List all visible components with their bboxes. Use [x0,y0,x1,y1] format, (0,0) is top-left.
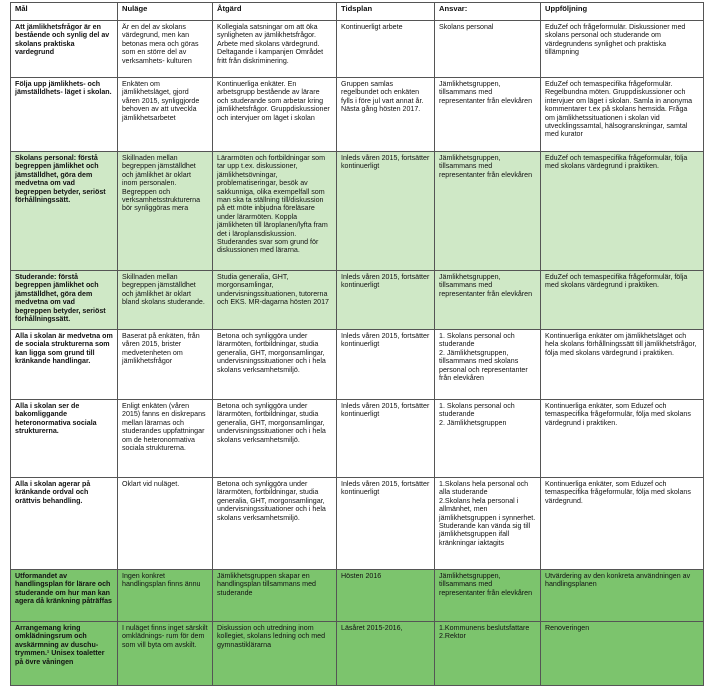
current-state-cell: Enligt enkäten (våren 2015) fanns en diskrepans mellan lärarnas och studerandes uppfattningar om de heteronormativa sociala strukturerna. [118,400,213,478]
responsibility-cell: Jämlikhetsgruppen, tillsammans med representanter från elevkåren [435,152,541,271]
table-row [11,152,704,271]
action-plan-table [10,2,704,686]
action-cell: Lärarmöten och fortbildningar som tar upp t.ex. diskussioner, jämlikhetsövningar, problematiseringar, besök av sakkunniga, olika exempelfall som man ska ta ställning till/diskussion på ett möte inbjudna föreläsare under lärarmöten. Koppla jämlikheten till läroplanen/lyfta fram det i läroplansdiskussion. Studerandes svar som grund för diskussionen med lärarna. [213,152,337,271]
follow-up-cell: EduZef och temaspecifika frågeformulär. Regelbundna möten. Gruppdiskussioner och intervjuer om läget i skolan. Samla in anonyma kommentarer t.ex på skolans hemsida. Fråga om jämlikhetssituationen i skolan vid utvecklingssamtal, hälsogranskningar, samtal med kurator [541,78,704,152]
responsibility-cell: 1.Kommunens beslutsfattare 2.Rektor [435,622,541,686]
header-row [11,3,704,21]
follow-up-cell: Utvärdering av den konkreta användningen av handlingsplanen [541,570,704,622]
goal-cell: Utformandet av handlingsplan för lärare och studerande om hur man kan agera då kränkning påträffas [11,570,118,622]
table-row [11,330,704,400]
table-row [11,400,704,478]
goal-cell: Följa upp jämlikhets- och jämställdhets- läget i skolan. [11,78,118,152]
table-row [11,478,704,570]
table-row [11,78,704,152]
responsibility-cell: Skolans personal [435,21,541,78]
goal-cell: Studerande: förstå begreppen jämlikhet och jämställdhet, göra dem medvetna om vad begreppen betyder, seriöst förhållningssätt. [11,271,118,330]
header-current-state: Nuläge [118,3,213,21]
action-cell: Betona och synliggöra under lärarmöten, fortbildningar, studia generalia, GHT, morgonsamlingar, undervisningssituationer och i hela skolans verksamhetsmiljö. [213,330,337,400]
header-follow-up: Uppföljning [541,3,704,21]
schedule-cell: Inleds våren 2015, fortsätter kontinuerligt [337,478,435,570]
action-cell: Kollegiala satsningar om att öka synligheten av jämlikhetsfrågor. Arbete med skolans värdegrund. Deltagande i kampanjen Området fritt från diskriminering. [213,21,337,78]
responsibility-cell: 1.Skolans hela personal och alla studerande 2.Skolans hela personal i allmänhet, men jämlikhetsgruppen i synnerhet. Studerande kan vända sig till jämlikhetsgruppen ifall kränkningar iaktagits [435,478,541,570]
follow-up-cell: Kontinuerliga enkäter, som Eduzef och temaspecifika frågeformulär, följa med skolans värdegrund. [541,478,704,570]
goal-cell: Alla i skolan agerar på kränkande ordval och orättvis behandling. [11,478,118,570]
schedule-cell: Inleds våren 2015, fortsätter kontinuerligt [337,330,435,400]
goal-cell: Att jämlikhetsfrågor är en bestående och synlig del av skolans praktiska vardegrund [11,21,118,78]
goal-cell: Alla i skolan ser de bakomliggande heteronormativa sociala strukturerna. [11,400,118,478]
action-cell: Diskussion och utredning inom kollegiet, skolans ledning och med gymnastiklärarna [213,622,337,686]
current-state-cell: I nuläget finns inget särskilt omklädnings- rum för dem som vill byta om avskilt. [118,622,213,686]
schedule-cell: Kontinuerligt arbete [337,21,435,78]
schedule-cell: Inleds våren 2015, fortsätter kontinuerligt [337,271,435,330]
schedule-cell: Inleds våren 2015, fortsätter kontinuerligt [337,152,435,271]
table-row [11,570,704,622]
responsibility-cell: Jämlikhetsgruppen, tillsammans med representanter från elevkåren [435,570,541,622]
follow-up-cell: Kontinuerliga enkäter om jämlikhetsläget och hela skolans förhållningssätt till jämlikhetsfrågor, följa med skolans värdegrund i praktiken. [541,330,704,400]
goal-cell: Alla i skolan är medvetna om de sociala strukturerna som kan ligga som grund till kränkande handlingar. [11,330,118,400]
schedule-cell: Gruppen samlas regelbundet och enkäten fylls i före jul vart annat år. Nästa gång hösten 2017. [337,78,435,152]
follow-up-cell: EduZef och temaspecifika frågeformulär, följa med skolans värdegrund i praktiken. [541,271,704,330]
follow-up-cell: EduZef och temaspecifika frågeformulär, följa med skolans värdegrund i praktiken. [541,152,704,271]
header-responsibility: Ansvar: [435,3,541,21]
schedule-cell: Läsåret 2015-2016, [337,622,435,686]
schedule-cell: Hösten 2016 [337,570,435,622]
follow-up-cell: Kontinuerliga enkäter, som Eduzef och temaspecifika frågeformulär, följa med skolans värdegrund i praktiken. [541,400,704,478]
current-state-cell: Baserat på enkäten, från våren 2015, brister medvetenheten om jämlikhetsfrågor [118,330,213,400]
header-schedule: Tidsplan [337,3,435,21]
current-state-cell: Skillnaden mellan begreppen jämställdhet och jämlikhet är oklart bland skolans studerande. [118,271,213,330]
current-state-cell: Är en del av skolans värdegrund, men kan betonas mera och göras som en större del av verksamhets- kulturen [118,21,213,78]
table-row [11,622,704,686]
table-row [11,21,704,78]
schedule-cell: Inleds våren 2015, fortsätter kontinuerligt [337,400,435,478]
action-cell: Betona och synliggöra under lärarmöten, fortbildningar, studia generalia, GHT, morgonsamlingar, undervisningssituationer och i hela skolans verksamhetsmiljö. [213,478,337,570]
goal-cell: Arrangemang kring omklädningsrum och avskärmning av duschu- trymmen.¹ Unisex toaletter på övre våningen [11,622,118,686]
header-action: Åtgärd [213,3,337,21]
follow-up-cell: EduZef och frågeformulär. Diskussioner med skolans personal och studerande om värdegrundens synlighet och praktiska tillämpning [541,21,704,78]
header-goal: Mål [11,3,118,21]
current-state-cell: Oklart vid nuläget. [118,478,213,570]
action-cell: Jämlikhetsgruppen skapar en handlingsplan tillsammans med studerande [213,570,337,622]
action-cell: Studia generalia, GHT, morgonsamlingar, undervisningssituationen, tutorerna och EKS. MR-dagarna hösten 2017 [213,271,337,330]
action-cell: Kontinuerliga enkäter. En arbetsgrupp bestående av lärare och studerande som arbetar kring jämlikhetsfrågor. Gruppdiskussioner och intervjuer om läget i skolan [213,78,337,152]
current-state-cell: Ingen konkret handlingsplan finns ännu [118,570,213,622]
current-state-cell: Skillnaden mellan begreppen jämställdhet och jämlikhet är oklart inom personalen. Begreppen och verksamhetsstrukturerna bör synliggöras mera [118,152,213,271]
responsibility-cell: 1. Skolans personal och studerande 2. Jämlikhetsgruppen [435,400,541,478]
follow-up-cell: Renoveringen [541,622,704,686]
responsibility-cell: Jämlikhetsgruppen, tillsammans med representanter från elevkåren [435,78,541,152]
goal-cell: Skolans personal: förstå begreppen jämlikhet och jämställdhet, göra dem medvetna om vad begreppen betyder, seriöst förhållningssätt. [11,152,118,271]
responsibility-cell: 1. Skolans personal och studerande 2. Jämlikhetsgruppen, tillsammans med skolans personal och representanter från elevkåren [435,330,541,400]
responsibility-cell: Jämlikhetsgruppen, tillsammans med representanter från elevkåren [435,271,541,330]
current-state-cell: Enkäten om jämlikhetsläget, gjord våren 2015, synliggjorde behoven av att utveckla jämlikhetsarbetet [118,78,213,152]
action-cell: Betona och synliggöra under lärarmöten, fortbildningar, studia generalia, GHT, morgonsamlingar, undervisningssituationer och i hela skolans verksamhetsmiljö. [213,400,337,478]
table-row [11,271,704,330]
